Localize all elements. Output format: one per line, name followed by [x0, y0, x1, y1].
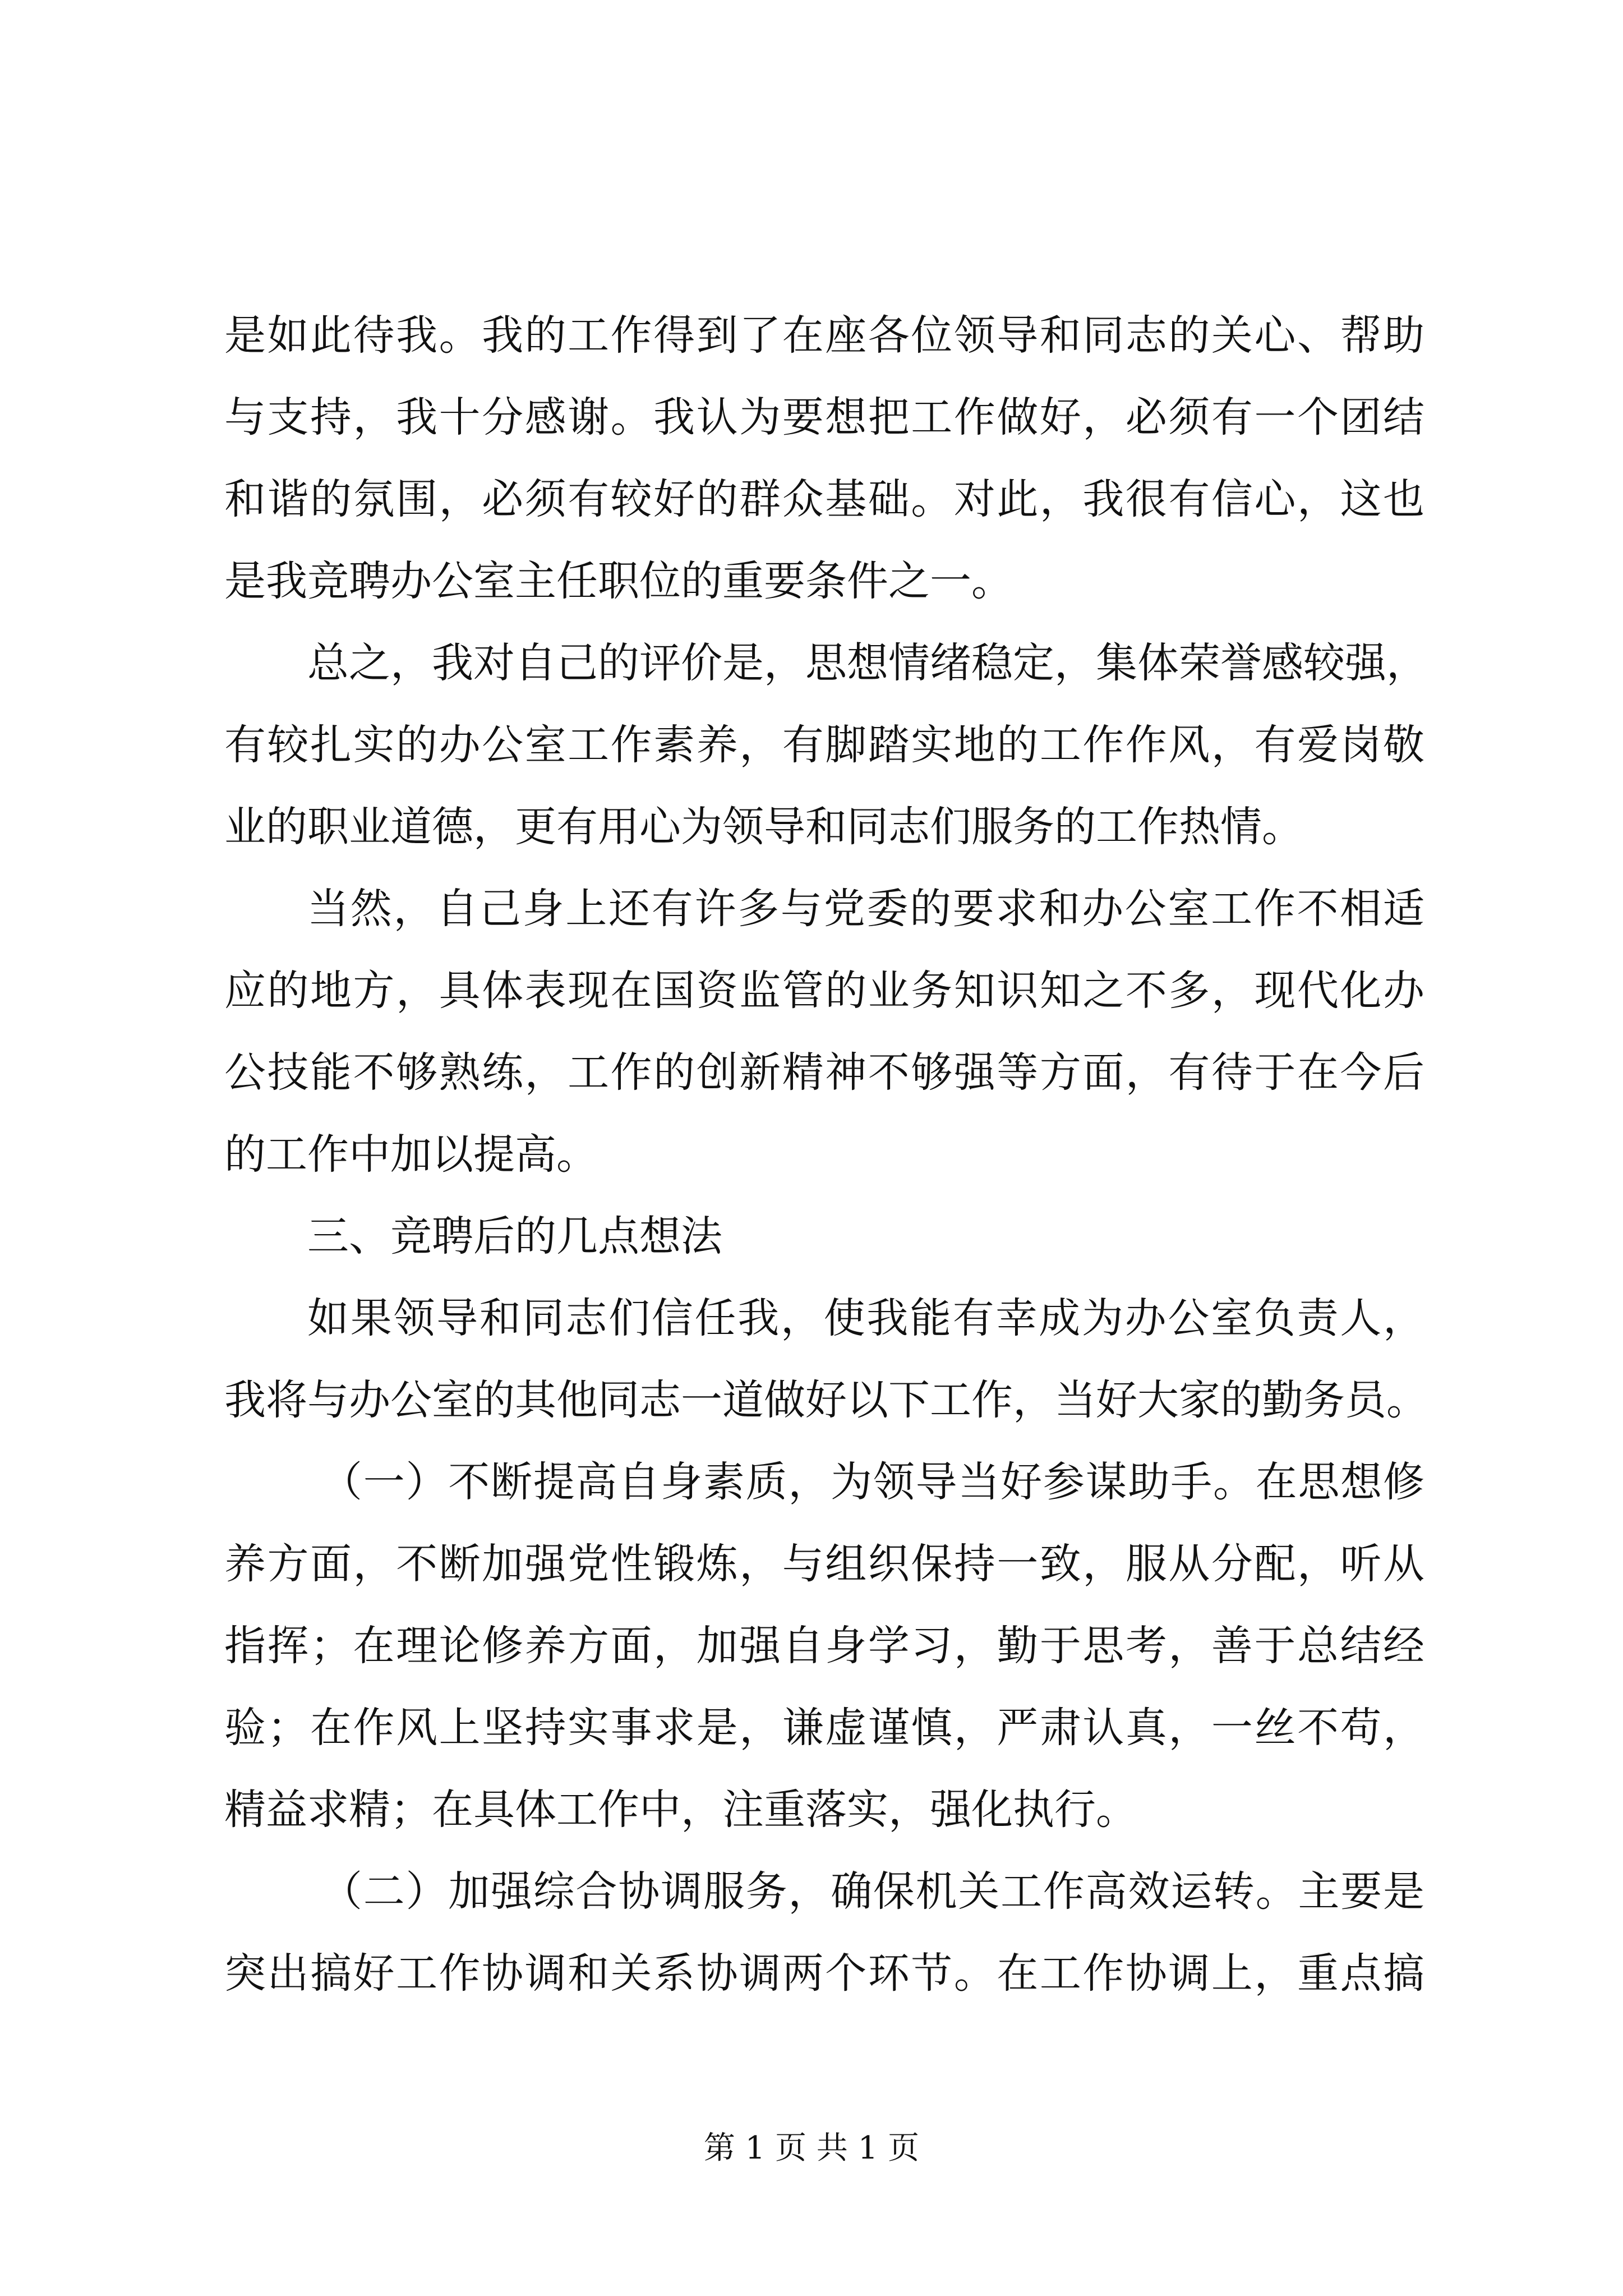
text-line: 有较扎实的办公室工作素养，有脚踏实地的工作作风，有爱岗敬 — [224, 721, 1424, 769]
page-footer — [0, 2126, 1623, 2171]
text-line: 和谐的氛围，必须有较好的群众基础。对此，我很有信心，这也 — [224, 475, 1424, 523]
text-line: 如果领导和同志们信任我，使我能有幸成为办公室负责人， — [307, 1294, 1424, 1342]
document-body — [224, 295, 1428, 2014]
text-line: 是我竞聘办公室主任职位的重要条件之一。 — [224, 557, 1013, 605]
text-line: 验；在作风上坚持实事求是，谦虚谨慎，严肃认真，一丝不苟， — [224, 1704, 1424, 1752]
text-line: 指挥；在理论修养方面，加强自身学习，勤于思考，善于总结经 — [224, 1622, 1424, 1670]
text-line: 业的职业道德，更有用心为领导和同志们服务的工作热情。 — [224, 803, 1303, 851]
section-heading: 三、竞聘后的几点想法 — [307, 1212, 722, 1260]
text-line: 与支持，我十分感谢。我认为要想把工作做好，必须有一个团结 — [224, 393, 1424, 441]
text-line: 应的地方，具体表现在国资监管的业务知识知之不多，现代化办 — [224, 967, 1424, 1015]
text-line: 公技能不够熟练，工作的创新精神不够强等方面，有待于在今后 — [224, 1048, 1424, 1097]
text-line: 突出搞好工作协调和关系协调两个环节。在工作协调上，重点搞 — [224, 1949, 1424, 1998]
text-line: （二）加强综合协调服务，确保机关工作高效运转。主要是 — [321, 1867, 1424, 1916]
page-number-label: 第 1 页 共 1 页 — [703, 2130, 920, 2166]
text-line: 精益求精；在具体工作中，注重落实，强化执行。 — [224, 1786, 1137, 1834]
text-line: 养方面，不断加强党性锻炼，与组织保持一致，服从分配，听从 — [224, 1540, 1424, 1588]
text-line: （一）不断提高自身素质，为领导当好参谋助手。在思想修 — [321, 1458, 1424, 1506]
text-line: 总之，我对自己的评价是，思想情绪稳定，集体荣誉感较强， — [307, 639, 1428, 687]
text-line: 是如此待我。我的工作得到了在座各位领导和同志的关心、帮助 — [224, 311, 1424, 360]
text-line: 我将与办公室的其他同志一道做好以下工作，当好大家的勤务员。 — [224, 1376, 1428, 1424]
text-line: 的工作中加以提高。 — [224, 1130, 598, 1179]
text-line: 当然，自己身上还有许多与党委的要求和办公室工作不相适 — [307, 885, 1424, 933]
